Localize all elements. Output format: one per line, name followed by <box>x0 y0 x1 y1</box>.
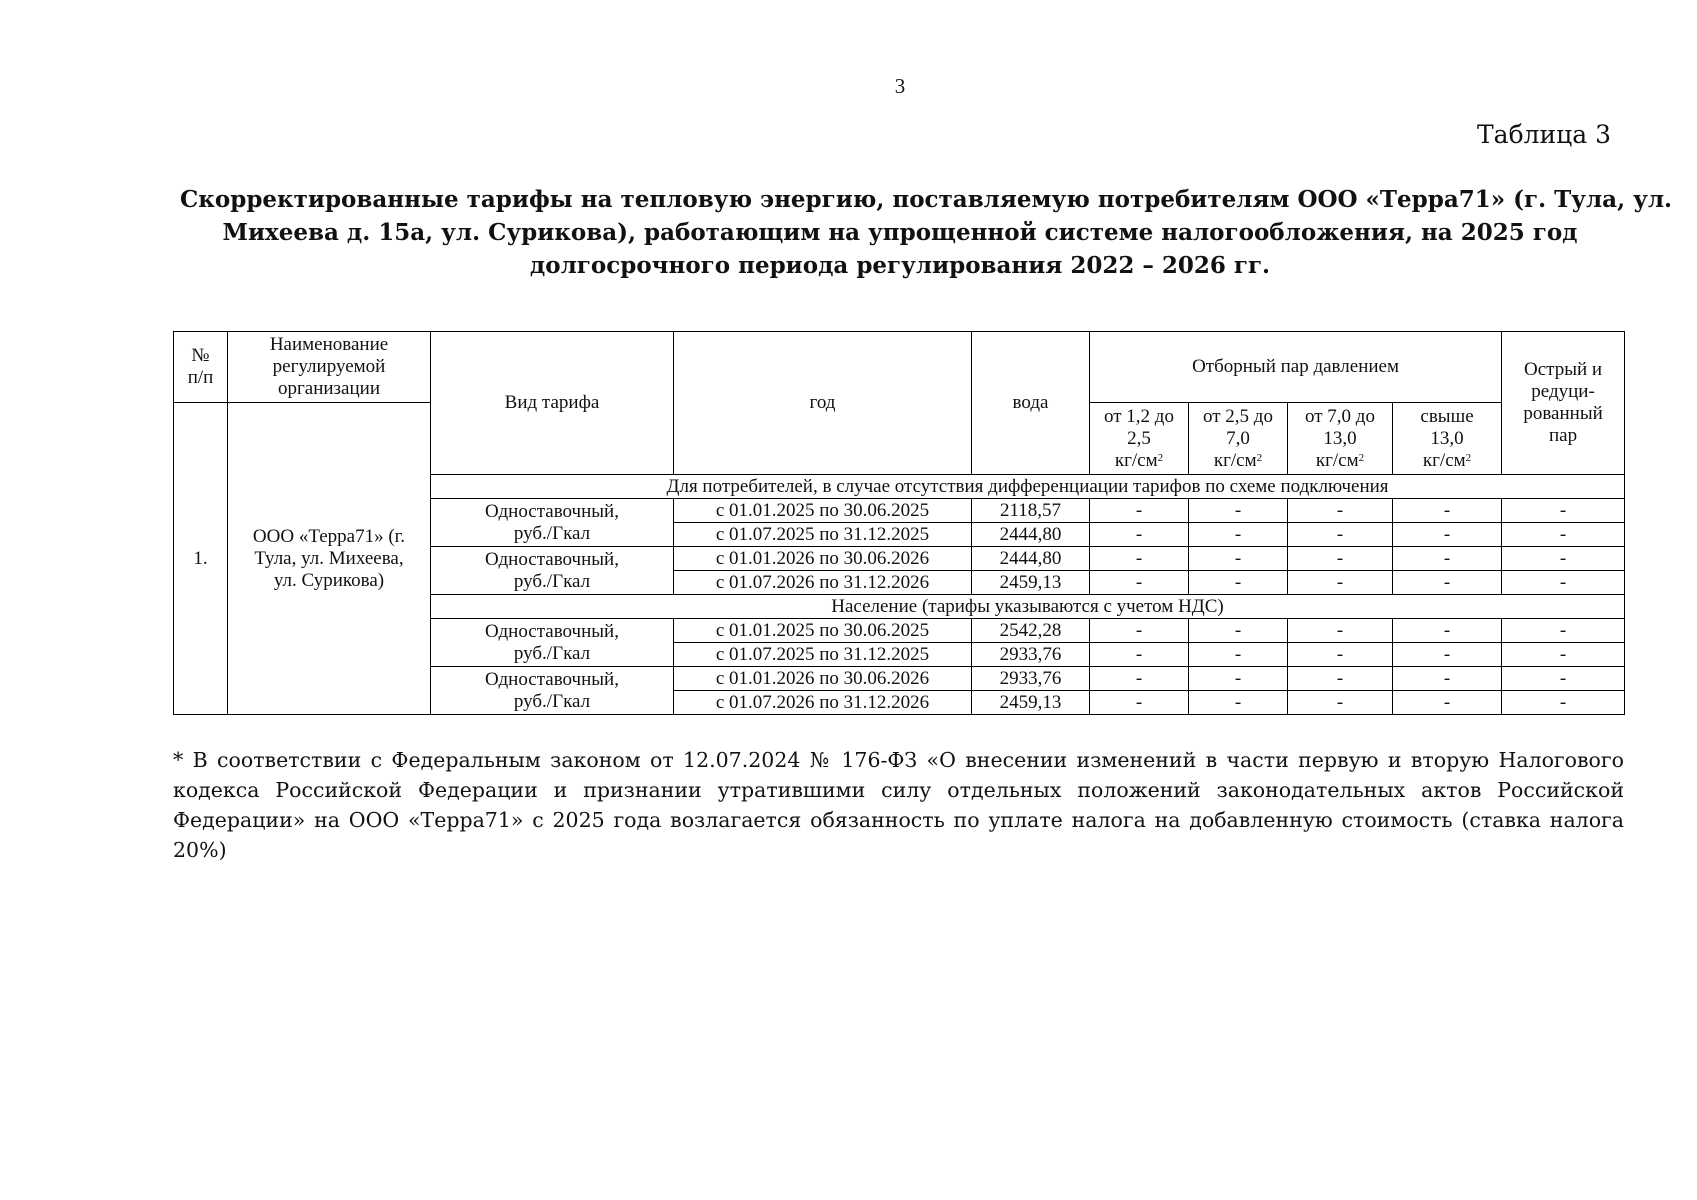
table-label: Таблица 3 <box>1476 120 1611 149</box>
dash-cell: - <box>1288 547 1393 571</box>
header-tariff-type: Вид тарифа <box>431 332 674 475</box>
header-sharp-steam: Острый и редуци- рованный пар <box>1502 332 1625 475</box>
dash-cell: - <box>1090 523 1189 547</box>
document-title <box>180 183 1673 282</box>
water-value: 2444,80 <box>972 547 1090 571</box>
title-line-3: долгосрочного периода регулирования 2022 – 2026 гг. <box>529 252 1271 279</box>
period-cell: с 01.07.2025 по 31.12.2025 <box>674 643 972 667</box>
dash-cell: - <box>1090 667 1189 691</box>
section-title: Для потребителей, в случае отсутствия дифференциации тарифов по схеме подключения <box>431 475 1625 499</box>
header-number: № п/п <box>174 332 228 403</box>
dash-cell: - <box>1090 691 1189 715</box>
dash-cell: - <box>1090 619 1189 643</box>
dash-cell: - <box>1090 499 1189 523</box>
dash-cell: - <box>1189 547 1288 571</box>
header-steam-7-13: от 7,0 до 13,0 $кг/см^2$ <box>1288 403 1393 475</box>
footnote-line-2: Российской Федерации и признании утратившими силу отдельных положений законодательных актов Российской Федерации» на <box>173 778 1624 832</box>
tariff-table <box>173 331 1625 715</box>
water-value: 2459,13 <box>972 691 1090 715</box>
dash-cell: - <box>1288 643 1393 667</box>
header-steam-group: Отборный пар давлением <box>1090 332 1502 403</box>
organization-name-cell: ООО «Терра71» (г. Тула, ул. Михеева, ул. Сурикова) <box>228 403 431 715</box>
section-title: Население (тарифы указываются с учетом НДС) <box>431 595 1625 619</box>
water-value: 2933,76 <box>972 667 1090 691</box>
dash-cell: - <box>1189 619 1288 643</box>
tariff-type-cell: Одноставочный, руб./Гкал <box>431 547 674 595</box>
dash-cell: - <box>1393 523 1502 547</box>
dash-cell: - <box>1502 499 1625 523</box>
water-value: 2459,13 <box>972 571 1090 595</box>
period-cell: с 01.07.2025 по 31.12.2025 <box>674 523 972 547</box>
footnote <box>173 745 1624 865</box>
period-cell: с 01.01.2026 по 30.06.2026 <box>674 547 972 571</box>
dash-cell: - <box>1189 667 1288 691</box>
dash-cell: - <box>1393 619 1502 643</box>
period-cell: с 01.01.2026 по 30.06.2026 <box>674 667 972 691</box>
header-steam-1-2.5: от 1,2 до 2,5 $кг/см^2$ <box>1090 403 1189 475</box>
dash-cell: - <box>1189 691 1288 715</box>
dash-cell: - <box>1502 619 1625 643</box>
dash-cell: - <box>1393 691 1502 715</box>
title-line-2: Михеева д. 15а, ул. Сурикова), работающим на упрощенной системе налогообложения, на 2025 год <box>222 219 1578 246</box>
water-value: 2933,76 <box>972 643 1090 667</box>
dash-cell: - <box>1189 571 1288 595</box>
dash-cell: - <box>1502 547 1625 571</box>
row-number-cell: 1. <box>174 403 228 715</box>
footnote-line-3: ООО «Терра71» с 2025 года возлагается обязанность по уплате налога на добавленную стоимость (ставка налога 20%) <box>173 808 1625 862</box>
header-water: вода <box>972 332 1090 475</box>
dash-cell: - <box>1393 571 1502 595</box>
dash-cell: - <box>1189 499 1288 523</box>
header-steam-above-13: свыше 13,0 $кг/см^2$ <box>1393 403 1502 475</box>
tariff-type-cell: Одноставочный, руб./Гкал <box>431 619 674 667</box>
dash-cell: - <box>1288 619 1393 643</box>
water-value: 2118,57 <box>972 499 1090 523</box>
tariff-type-cell: Одноставочный, руб./Гкал <box>431 499 674 547</box>
footnote-line-1: * В соответствии с Федеральным законом от 12.07.2024 № 176-ФЗ «О внесении изменений в части первую и вторую Налогового кодекса <box>173 748 1624 802</box>
title-line-1: Скорректированные тарифы на тепловую энергию, поставляемую потребителям ООО «Терра71» (г. Тула, ул. <box>180 186 1673 213</box>
dash-cell: - <box>1090 547 1189 571</box>
dash-cell: - <box>1502 523 1625 547</box>
dash-cell: - <box>1502 667 1625 691</box>
dash-cell: - <box>1090 571 1189 595</box>
dash-cell: - <box>1393 643 1502 667</box>
water-value: 2444,80 <box>972 523 1090 547</box>
page-number: 3 <box>894 74 906 98</box>
dash-cell: - <box>1502 571 1625 595</box>
dash-cell: - <box>1393 499 1502 523</box>
dash-cell: - <box>1502 643 1625 667</box>
dash-cell: - <box>1502 691 1625 715</box>
dash-cell: - <box>1288 691 1393 715</box>
dash-cell: - <box>1393 667 1502 691</box>
dash-cell: - <box>1288 499 1393 523</box>
dash-cell: - <box>1288 523 1393 547</box>
period-cell: с 01.07.2026 по 31.12.2026 <box>674 571 972 595</box>
header-steam-2.5-7: от 2,5 до 7,0 $кг/см^2$ <box>1189 403 1288 475</box>
header-row-1 <box>174 332 1625 403</box>
dash-cell: - <box>1393 547 1502 571</box>
period-cell: с 01.01.2025 по 30.06.2025 <box>674 619 972 643</box>
period-cell: с 01.01.2025 по 30.06.2025 <box>674 499 972 523</box>
period-cell: с 01.07.2026 по 31.12.2026 <box>674 691 972 715</box>
dash-cell: - <box>1090 643 1189 667</box>
water-value: 2542,28 <box>972 619 1090 643</box>
dash-cell: - <box>1288 667 1393 691</box>
header-year: год <box>674 332 972 475</box>
header-organization: Наименование регулируемой организации <box>228 332 431 403</box>
dash-cell: - <box>1189 523 1288 547</box>
tariff-type-cell: Одноставочный, руб./Гкал <box>431 667 674 715</box>
dash-cell: - <box>1288 571 1393 595</box>
dash-cell: - <box>1189 643 1288 667</box>
